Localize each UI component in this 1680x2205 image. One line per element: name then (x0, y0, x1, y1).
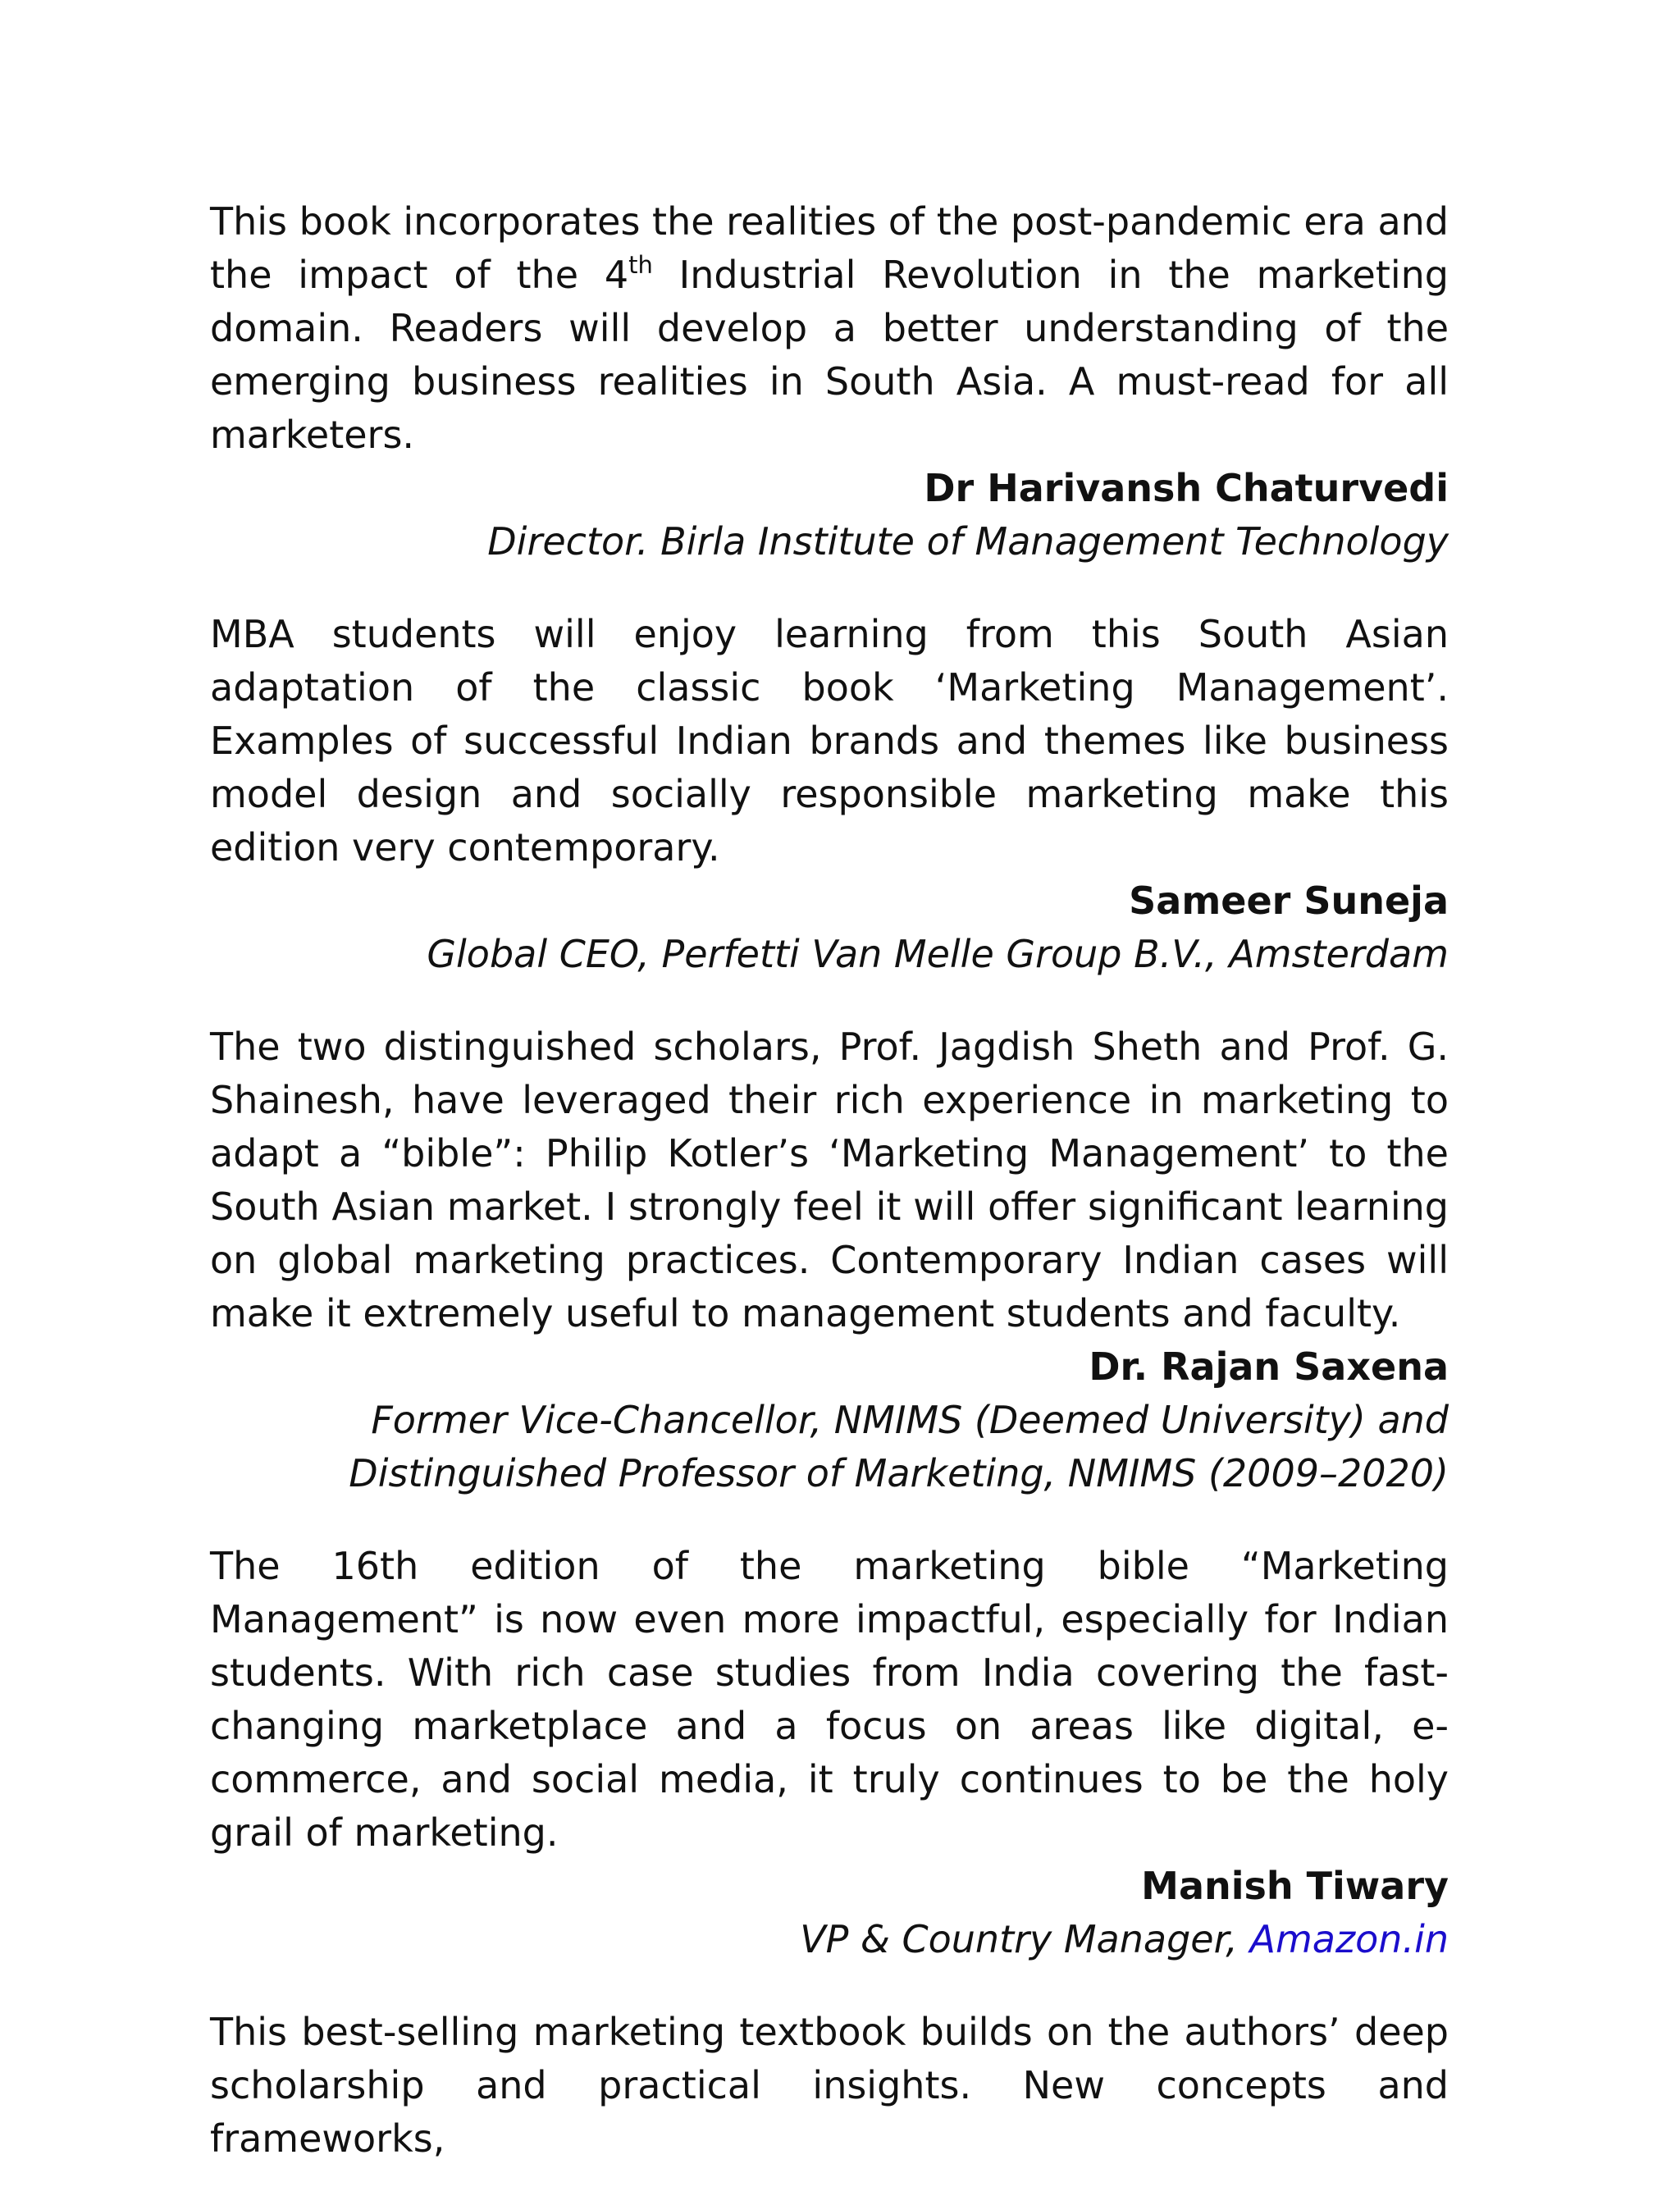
endorsement-quote: This book incorporates the realities of the post-pandemic era and the impact of the 4th Industrial Revolution in the marketing domain. Readers will develop a better understanding of the emerging business realities in South Asia. A must-read for all marketers. (210, 199, 1449, 457)
endorsement-2 (210, 608, 1449, 981)
superscript-th: th (628, 250, 653, 279)
amazon-link[interactable]: Amazon.in (1249, 1917, 1449, 1961)
endorsement-role-line2: Distinguished Professor of Marketing, NMIMS (2009–2020) (349, 1451, 1449, 1495)
endorsement-quote: The 16th edition of the marketing bible “Marketing Management” is now even more impactful, especially for Indian students. With rich case studies from India covering the fast-changing marketplace and a focus on areas like digital, e-commerce, and social media, it truly continues to be the holy grail of marketing. (210, 1544, 1449, 1855)
endorsement-4 (210, 1540, 1449, 1966)
endorsement-author: Manish Tiwary (1141, 1864, 1449, 1908)
endorsement-role: VP & Country Manager, Amazon.in (800, 1917, 1449, 1961)
endorsement-1 (210, 195, 1449, 568)
endorsement-quote: This best-selling marketing textbook builds on the authors’ deep scholarship and practical insights. New concepts and frameworks, (210, 2010, 1449, 2161)
endorsement-author: Dr. Rajan Saxena (1089, 1344, 1449, 1389)
endorsement-quote: The two distinguished scholars, Prof. Jagdish Sheth and Prof. G. Shainesh, have leveraged their rich experience in marketing to adapt a “bible”: Philip Kotler’s ‘Marketing Management’ to the South Asian market. I strongly feel it will offer significant learning on global marketing practices. Contemporary Indian cases will make it extremely useful to management students and faculty. (210, 1025, 1449, 1335)
endorsement-3 (210, 1020, 1449, 1500)
endorsement-author: Dr Harivansh Chaturvedi (924, 466, 1449, 510)
endorsement-role: Director. Birla Institute of Management Technology (487, 519, 1449, 564)
endorsement-role: Global CEO, Perfetti Van Melle Group B.V., Amsterdam (427, 932, 1449, 976)
endorsement-5 (210, 2006, 1449, 2166)
endorsements-page (210, 195, 1449, 2205)
endorsement-author: Sameer Suneja (1129, 879, 1449, 923)
endorsement-role-line1: Former Vice-Chancellor, NMIMS (Deemed University) and (371, 1398, 1449, 1442)
endorsement-quote: MBA students will enjoy learning from this South Asian adaptation of the classic book ‘Marketing Management’. Examples of successful Indian brands and themes like business model design and socially responsible marketing make this edition very contemporary. (210, 612, 1449, 870)
